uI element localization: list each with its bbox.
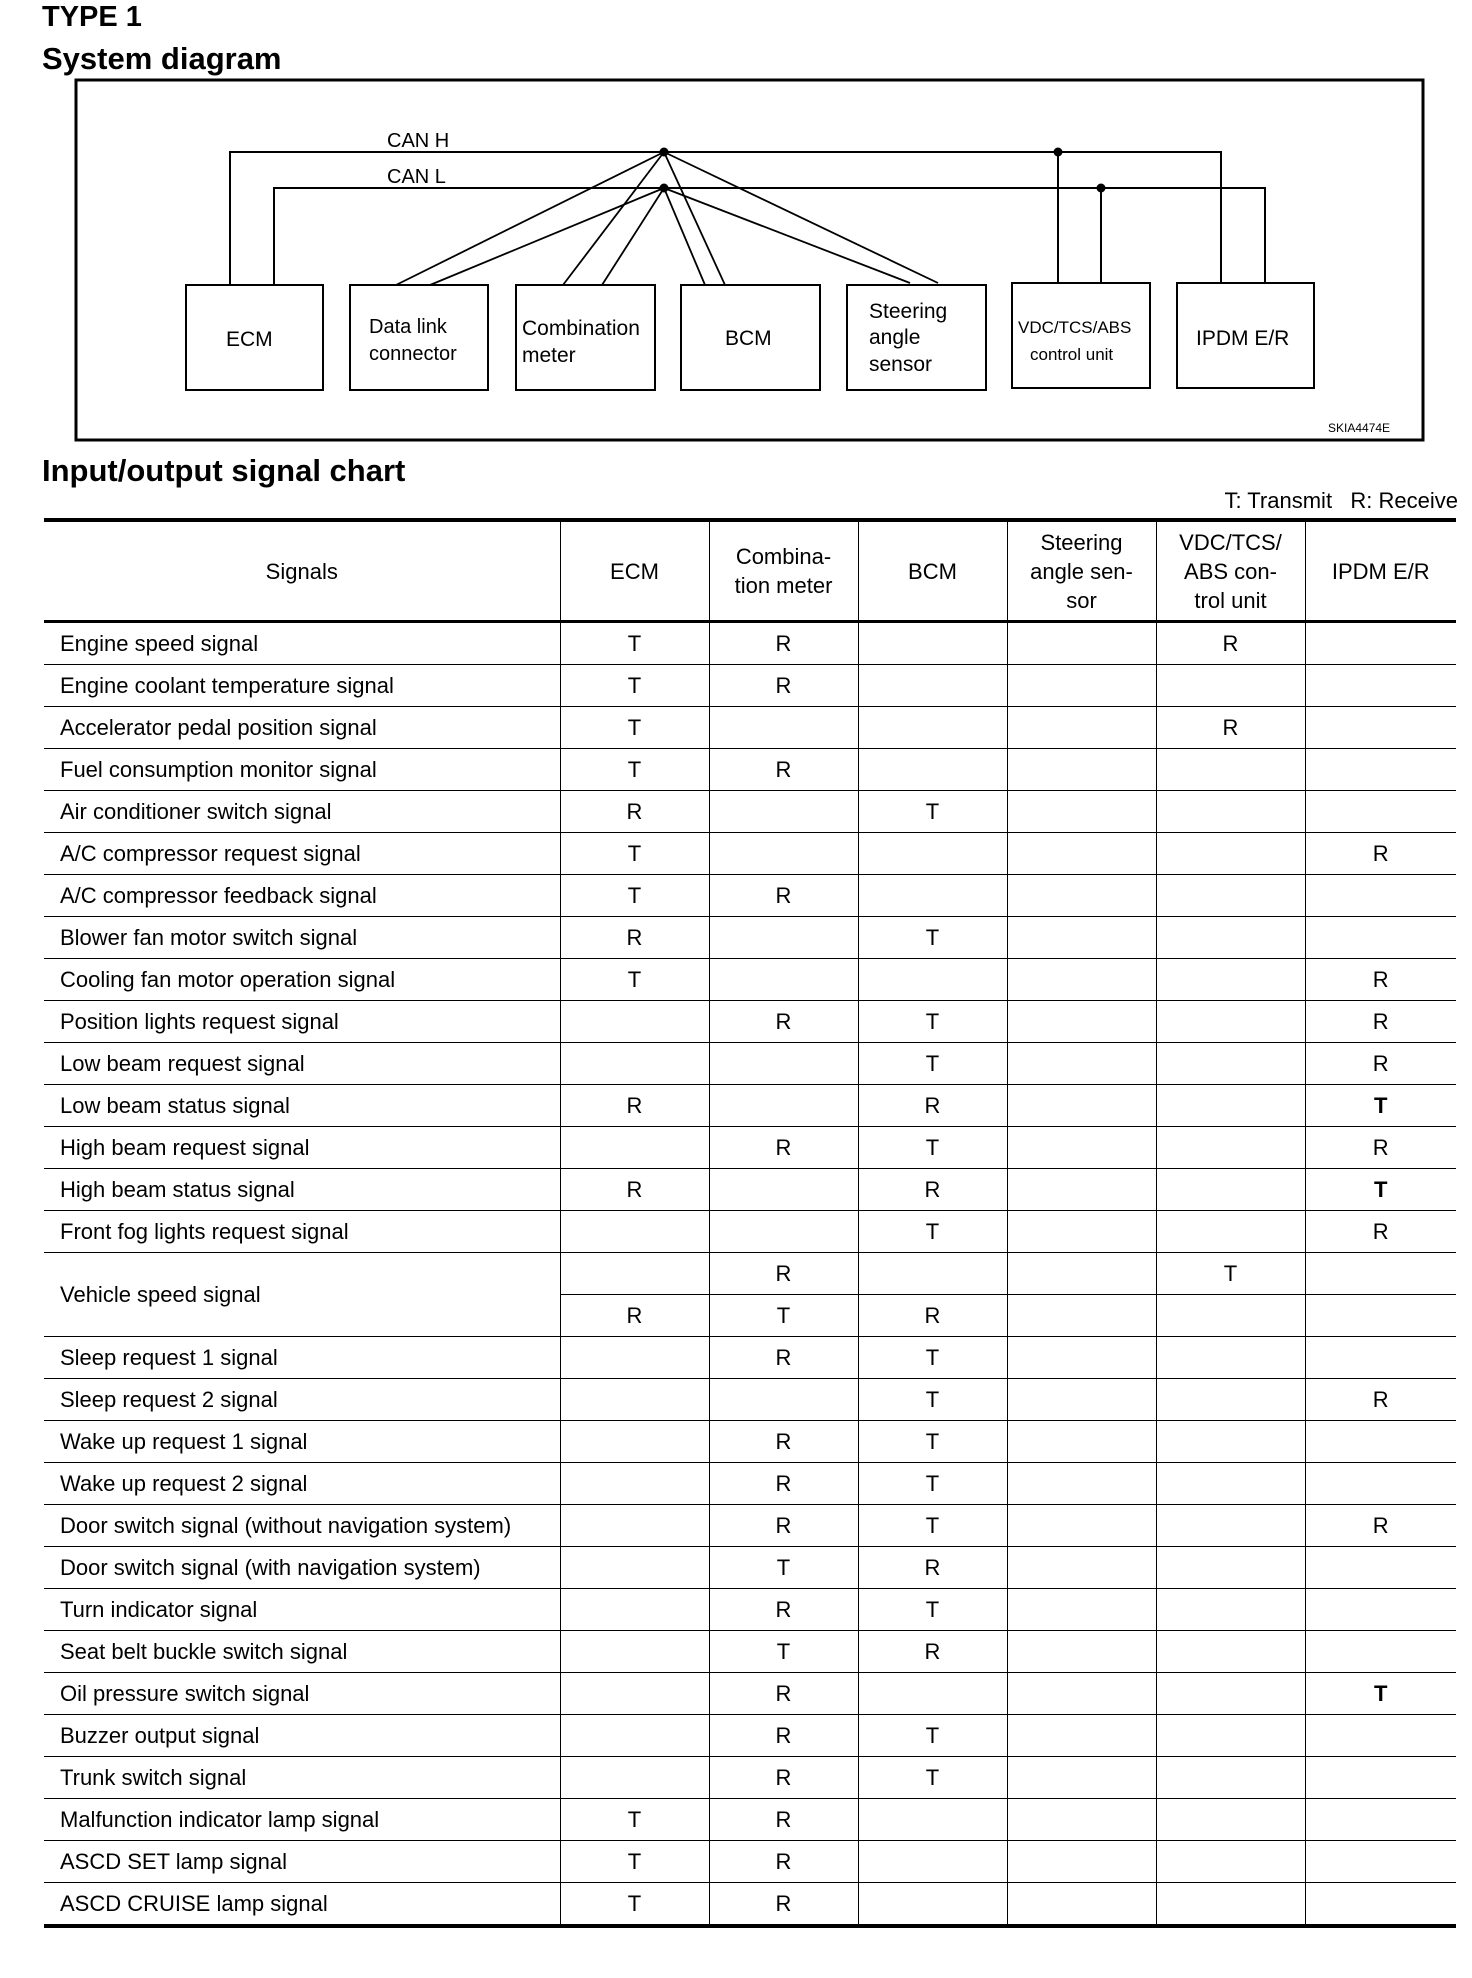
signal-cell: T (858, 1715, 1007, 1757)
signal-cell: R (560, 791, 709, 833)
signal-cell (560, 1337, 709, 1379)
signal-cell (1007, 1001, 1156, 1043)
signal-cell: T (560, 1883, 709, 1927)
table-row (44, 749, 1456, 791)
signal-name: Front fog lights request signal (44, 1211, 560, 1253)
signal-name: Wake up request 1 signal (44, 1421, 560, 1463)
signal-cell (560, 1463, 709, 1505)
signal-name: Fuel consumption monitor signal (44, 749, 560, 791)
signal-cell: T (858, 1211, 1007, 1253)
signal-cell: T (858, 1043, 1007, 1085)
signal-cell (709, 1043, 858, 1085)
signal-cell (560, 1505, 709, 1547)
table-row (44, 1253, 1456, 1295)
signal-cell (1305, 1253, 1456, 1295)
table-row (44, 707, 1456, 749)
table-row (44, 1757, 1456, 1799)
signal-cell (1156, 1673, 1305, 1715)
signal-cell: R (858, 1295, 1007, 1337)
signal-cell: R (709, 1589, 858, 1631)
table-row (44, 1211, 1456, 1253)
signal-cell (1156, 1169, 1305, 1211)
signal-cell (1007, 1295, 1156, 1337)
column-header: IPDM E/R (1305, 520, 1456, 622)
signal-cell: R (560, 1085, 709, 1127)
signal-cell (1156, 1085, 1305, 1127)
signal-cell: T (560, 1799, 709, 1841)
signal-name: Malfunction indicator lamp signal (44, 1799, 560, 1841)
signal-name: Position lights request signal (44, 1001, 560, 1043)
signal-name: ASCD SET lamp signal (44, 1841, 560, 1883)
signal-cell (1007, 1799, 1156, 1841)
signal-cell (1007, 1085, 1156, 1127)
signal-name: High beam status signal (44, 1169, 560, 1211)
can-h-bus (230, 152, 1221, 285)
signal-cell (1007, 1883, 1156, 1927)
signal-cell (1305, 1421, 1456, 1463)
unit-label: connector (369, 343, 457, 365)
signal-cell (1007, 1631, 1156, 1673)
signal-cell: R (858, 1547, 1007, 1589)
signal-cell (1156, 1505, 1305, 1547)
signal-cell (1305, 791, 1456, 833)
signal-cell: T (1156, 1253, 1305, 1295)
signal-cell (560, 1631, 709, 1673)
signal-cell (1305, 1295, 1456, 1337)
signal-cell (1156, 1589, 1305, 1631)
signal-cell: T (560, 959, 709, 1001)
table-row (44, 1841, 1456, 1883)
table-row (44, 1379, 1456, 1421)
signal-cell (1007, 707, 1156, 749)
signal-cell (1156, 959, 1305, 1001)
signal-cell (858, 833, 1007, 875)
signal-cell (1156, 665, 1305, 707)
branch-wires (396, 152, 938, 285)
signal-cell (1007, 1673, 1156, 1715)
unit-ipdm-er (1177, 283, 1314, 388)
signal-cell (1156, 1043, 1305, 1085)
signal-cell (1156, 1463, 1305, 1505)
table-row (44, 1421, 1456, 1463)
signal-cell (1305, 875, 1456, 917)
signal-cell (560, 1757, 709, 1799)
signal-cell: R (858, 1169, 1007, 1211)
unit-label: Combination (522, 317, 640, 340)
signal-cell (709, 917, 858, 959)
signal-cell (709, 791, 858, 833)
signal-cell: T (560, 1841, 709, 1883)
signal-cell: R (709, 1757, 858, 1799)
signal-cell (1156, 1211, 1305, 1253)
signal-cell: R (709, 1715, 858, 1757)
table-row (44, 1799, 1456, 1841)
signal-cell: R (560, 1295, 709, 1337)
table-row (44, 1673, 1456, 1715)
signal-cell: T (709, 1631, 858, 1673)
signal-cell (1007, 622, 1156, 665)
signal-cell: R (1305, 1211, 1456, 1253)
signal-cell: R (709, 1463, 858, 1505)
unit-label: meter (522, 344, 576, 367)
signal-cell (560, 1715, 709, 1757)
signal-name: Buzzer output signal (44, 1715, 560, 1757)
signal-cell (1156, 1421, 1305, 1463)
unit-label: angle (869, 326, 921, 349)
signal-cell (1156, 1715, 1305, 1757)
table-row (44, 1085, 1456, 1127)
signal-cell: R (858, 1631, 1007, 1673)
signal-cell (1156, 1295, 1305, 1337)
signal-name: Sleep request 2 signal (44, 1379, 560, 1421)
table-row (44, 875, 1456, 917)
signal-cell: R (709, 1337, 858, 1379)
signal-cell: R (709, 1799, 858, 1841)
unit-vdc-tcs-abs-control-unit (1012, 283, 1150, 388)
signal-cell: R (560, 917, 709, 959)
signal-cell (560, 1211, 709, 1253)
signal-cell: R (709, 1841, 858, 1883)
signal-cell (1156, 875, 1305, 917)
unit-combination-meter (516, 285, 655, 390)
signal-cell (1305, 1841, 1456, 1883)
unit-bcm (681, 285, 820, 390)
signal-cell (1305, 1337, 1456, 1379)
signal-cell (1156, 833, 1305, 875)
signal-name: Vehicle speed signal (44, 1253, 560, 1337)
signal-cell: T (1305, 1673, 1456, 1715)
signal-name: Door switch signal (with navigation system) (44, 1547, 560, 1589)
table-row (44, 959, 1456, 1001)
signal-cell: R (1305, 1127, 1456, 1169)
signal-cell (1305, 1631, 1456, 1673)
can-l-junction (1097, 184, 1106, 193)
signal-cell (1156, 1841, 1305, 1883)
signal-cell (1305, 1757, 1456, 1799)
signal-cell (1007, 959, 1156, 1001)
table-row (44, 1169, 1456, 1211)
signal-cell (1007, 1505, 1156, 1547)
signal-cell (858, 875, 1007, 917)
table-row (44, 1715, 1456, 1757)
signal-cell: R (858, 1085, 1007, 1127)
signal-cell (1156, 1379, 1305, 1421)
signal-name: Low beam status signal (44, 1085, 560, 1127)
signal-cell (709, 833, 858, 875)
signal-cell (560, 1589, 709, 1631)
column-header: ECM (560, 520, 709, 622)
signal-name: ASCD CRUISE lamp signal (44, 1883, 560, 1927)
signal-cell (1305, 707, 1456, 749)
signal-name: Air conditioner switch signal (44, 791, 560, 833)
signal-cell: T (560, 875, 709, 917)
signal-cell: R (1305, 1043, 1456, 1085)
table-row (44, 1001, 1456, 1043)
signal-name: Turn indicator signal (44, 1589, 560, 1631)
signal-cell (1007, 665, 1156, 707)
unit-label: BCM (725, 327, 772, 350)
signal-cell (560, 1673, 709, 1715)
signal-cell (709, 707, 858, 749)
signal-cell: R (1156, 707, 1305, 749)
signal-cell (709, 1211, 858, 1253)
system-diagram (0, 0, 1472, 450)
signal-cell: R (1156, 622, 1305, 665)
signal-cell: T (858, 1589, 1007, 1631)
signal-cell (1007, 1169, 1156, 1211)
signal-cell: R (709, 1421, 858, 1463)
signal-cell (709, 1379, 858, 1421)
signal-cell (858, 1883, 1007, 1927)
signal-cell: T (858, 1757, 1007, 1799)
signal-cell (858, 1673, 1007, 1715)
signal-name: Low beam request signal (44, 1043, 560, 1085)
signal-cell: R (560, 1169, 709, 1211)
signal-cell: R (709, 875, 858, 917)
signal-cell (1007, 1379, 1156, 1421)
signal-cell: R (709, 1127, 858, 1169)
signal-cell (560, 1421, 709, 1463)
signal-cell (1305, 1715, 1456, 1757)
signal-cell (1007, 1127, 1156, 1169)
table-row (44, 833, 1456, 875)
table-row (44, 665, 1456, 707)
unit-label: IPDM E/R (1196, 327, 1290, 350)
unit-label: Steering (869, 300, 948, 323)
signal-cell: R (709, 1001, 858, 1043)
signal-cell: T (858, 1337, 1007, 1379)
signal-cell (1305, 1589, 1456, 1631)
signal-cell: T (858, 791, 1007, 833)
signal-cell (560, 1253, 709, 1295)
signal-cell (1305, 1883, 1456, 1927)
signal-name: Cooling fan motor operation signal (44, 959, 560, 1001)
signal-cell: R (709, 1673, 858, 1715)
system-diagram-title: System diagram (42, 41, 282, 76)
signal-cell (1007, 1337, 1156, 1379)
signal-cell (1156, 1631, 1305, 1673)
unit-label: sensor (869, 353, 933, 376)
table-row (44, 791, 1456, 833)
can-h-label: CAN H (387, 130, 450, 152)
column-header: VDC/TCS/ ABS con- trol unit (1156, 520, 1305, 622)
table-row (44, 1463, 1456, 1505)
signal-cell: R (1305, 1001, 1456, 1043)
signal-cell: T (560, 707, 709, 749)
unit-label: Data link (369, 316, 447, 338)
signal-cell: T (858, 1505, 1007, 1547)
signal-cell (1156, 749, 1305, 791)
signal-cell (560, 1043, 709, 1085)
signal-name: A/C compressor feedback signal (44, 875, 560, 917)
signal-cell: T (1305, 1085, 1456, 1127)
signal-cell (1007, 1715, 1156, 1757)
signal-cell: T (858, 1421, 1007, 1463)
column-header: Combina- tion meter (709, 520, 858, 622)
can-l-label: CAN L (387, 166, 446, 188)
column-header: Signals (44, 520, 560, 622)
signal-cell (1007, 1547, 1156, 1589)
signal-cell: T (858, 1001, 1007, 1043)
signal-cell: T (560, 749, 709, 791)
signal-cell (858, 749, 1007, 791)
signal-cell (1305, 1547, 1456, 1589)
signal-cell (560, 1001, 709, 1043)
signal-cell (560, 1547, 709, 1589)
signal-cell: R (1305, 1379, 1456, 1421)
signal-name: Accelerator pedal position signal (44, 707, 560, 749)
signal-cell (560, 1127, 709, 1169)
signal-cell (709, 1169, 858, 1211)
signal-cell: R (709, 665, 858, 707)
signal-cell: R (709, 1253, 858, 1295)
signal-name: Engine speed signal (44, 622, 560, 665)
signal-cell (1156, 1337, 1305, 1379)
signal-cell (1007, 1421, 1156, 1463)
signal-name: Oil pressure switch signal (44, 1673, 560, 1715)
table-row (44, 1547, 1456, 1589)
signal-cell (1007, 1253, 1156, 1295)
signal-cell (1007, 1463, 1156, 1505)
signal-cell (1007, 749, 1156, 791)
signal-cell: T (560, 665, 709, 707)
signal-cell (1156, 917, 1305, 959)
signal-cell (858, 707, 1007, 749)
signal-cell (1305, 749, 1456, 791)
signal-cell (709, 1085, 858, 1127)
signal-cell (1156, 791, 1305, 833)
signal-cell (1305, 665, 1456, 707)
table-row (44, 917, 1456, 959)
signal-cell: T (858, 917, 1007, 959)
table-row (44, 1505, 1456, 1547)
figure-code: SKIA4474E (1328, 421, 1391, 435)
signal-name: Sleep request 1 signal (44, 1337, 560, 1379)
signal-cell (1007, 1757, 1156, 1799)
signal-cell: T (858, 1463, 1007, 1505)
unit-label: ECM (226, 328, 273, 351)
signal-cell (1007, 1211, 1156, 1253)
signal-cell: T (560, 622, 709, 665)
signal-cell (1007, 1841, 1156, 1883)
signal-cell (1007, 791, 1156, 833)
signal-cell (858, 1841, 1007, 1883)
signal-chart-title: Input/output signal chart (42, 453, 406, 488)
signal-cell (858, 1799, 1007, 1841)
signal-cell (1007, 833, 1156, 875)
can-h-junction (1054, 148, 1063, 157)
signal-cell (858, 622, 1007, 665)
unit-steering-angle-sensor (847, 285, 986, 390)
can-l-hub (660, 184, 669, 193)
signal-name: Blower fan motor switch signal (44, 917, 560, 959)
signal-cell (1007, 917, 1156, 959)
signal-name: Trunk switch signal (44, 1757, 560, 1799)
signal-cell (1156, 1547, 1305, 1589)
signal-cell (1305, 622, 1456, 665)
column-header: BCM (858, 520, 1007, 622)
signal-name: Engine coolant temperature signal (44, 665, 560, 707)
signal-cell (1007, 1589, 1156, 1631)
signal-cell (560, 1379, 709, 1421)
signal-cell: R (1305, 1505, 1456, 1547)
table-row (44, 1043, 1456, 1085)
signal-cell (1156, 1883, 1305, 1927)
legend: T: Transmit R: Receive (1224, 488, 1458, 513)
signal-name: High beam request signal (44, 1127, 560, 1169)
table-row (44, 1883, 1456, 1927)
signal-cell: R (709, 622, 858, 665)
signal-name: Wake up request 2 signal (44, 1463, 560, 1505)
signal-cell: T (858, 1127, 1007, 1169)
type-title: TYPE 1 (42, 1, 142, 33)
column-header: Steering angle sen- sor (1007, 520, 1156, 622)
signal-cell (858, 959, 1007, 1001)
signal-cell: T (1305, 1169, 1456, 1211)
signal-cell (1305, 917, 1456, 959)
signal-name: Door switch signal (without navigation system) (44, 1505, 560, 1547)
signal-cell (1007, 1043, 1156, 1085)
signal-cell (1156, 1001, 1305, 1043)
signal-cell (1007, 875, 1156, 917)
unit-label: control unit (1030, 345, 1114, 364)
unit-label: VDC/TCS/ABS (1018, 318, 1132, 337)
signal-cell (1156, 1127, 1305, 1169)
table-row (44, 1589, 1456, 1631)
signal-cell: T (709, 1295, 858, 1337)
signal-cell (1305, 1799, 1456, 1841)
signal-cell (858, 665, 1007, 707)
signal-cell: R (709, 1505, 858, 1547)
signal-cell: T (858, 1379, 1007, 1421)
signal-cell (709, 959, 858, 1001)
signal-cell: T (560, 833, 709, 875)
signal-name: Seat belt buckle switch signal (44, 1631, 560, 1673)
signal-cell (1156, 1799, 1305, 1841)
signal-cell: R (1305, 833, 1456, 875)
table-row (44, 1127, 1456, 1169)
table-header-row (44, 520, 1456, 622)
signal-cell (1305, 1463, 1456, 1505)
signal-cell: R (709, 749, 858, 791)
signal-cell: T (709, 1547, 858, 1589)
can-h-hub (660, 148, 669, 157)
signal-cell (858, 1253, 1007, 1295)
signal-name: A/C compressor request signal (44, 833, 560, 875)
unit-data-link-connector (350, 285, 488, 390)
signal-cell: R (1305, 959, 1456, 1001)
unit-ECM (186, 285, 323, 390)
table-row (44, 1631, 1456, 1673)
table-row (44, 622, 1456, 665)
signal-chart-table (44, 518, 1456, 1928)
table-row (44, 1337, 1456, 1379)
signal-cell (1156, 1757, 1305, 1799)
signal-cell: R (709, 1883, 858, 1927)
